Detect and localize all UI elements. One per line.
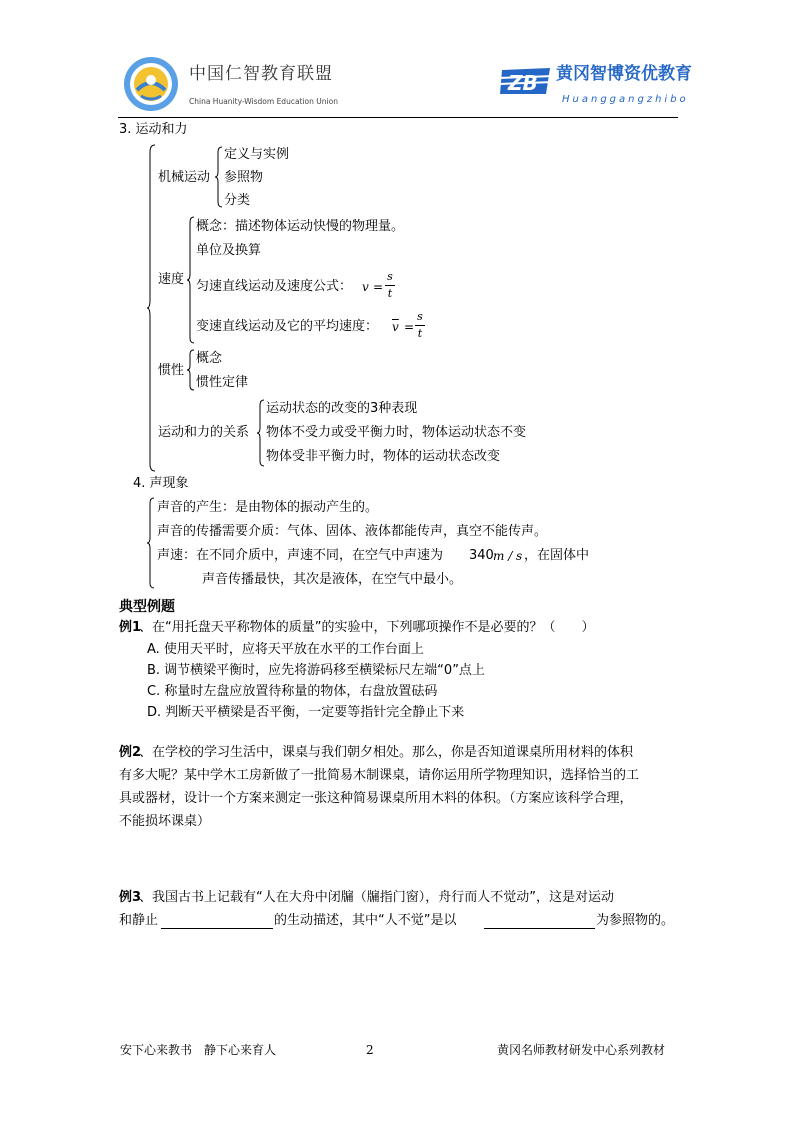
formula-average-velocity-symbol: $\overline{v}$	[392, 320, 399, 334]
inertia-brace	[187, 349, 195, 391]
inertia-item: 惯性定律	[196, 375, 249, 390]
org-name-en: China Huanity-Wisdom Education Union	[189, 97, 338, 106]
mechanical-motion-label: 机械运动	[158, 170, 211, 185]
sound-item: 声速：在不同介质中，声速不同，在空气中声速为	[157, 548, 444, 563]
fraction-bar	[415, 325, 425, 326]
example-1-stem: 、在“用托盘天平称物体的质量”的实验中，下列哪项操作不是必要的？（ ）	[139, 620, 595, 635]
sound-item: 声音的产生：是由物体的振动产生的。	[157, 500, 379, 515]
example-2-label: 例2	[119, 745, 142, 760]
fraction-bar	[385, 285, 395, 286]
footer-series: 黄冈名师教材研发中心系列教材	[497, 1043, 666, 1057]
example-1-option-a: A. 使用天平时，应将天平放在水平的工作台面上	[147, 642, 424, 657]
mechanical-motion-brace	[215, 146, 223, 208]
section-3-title: 3. 运动和力	[119, 122, 188, 137]
example-1-option-b: B. 调节横梁平衡时，应先将游码移至横梁标尺左端“0”点上	[147, 663, 485, 678]
example-3-line-1: 、我国古书上记载有“人在大舟中闭牖（牖指门窗），舟行而人不觉动”，这是对运动	[139, 890, 614, 905]
motion-force-item: 物体不受力或受平衡力时，物体运动状态不变	[266, 425, 527, 440]
mechanical-motion-item: 定义与实例	[224, 147, 290, 162]
examples-heading: 典型例题	[119, 599, 175, 615]
brand-logo-text: ZB	[508, 71, 538, 95]
formula-equals: =	[373, 280, 384, 294]
speed-label: 速度	[158, 272, 185, 287]
sound-item: 声音的传播需要介质：气体、固体、液体都能传声，真空不能传声。	[157, 524, 548, 539]
formula-denominator: t	[387, 287, 393, 300]
example-2-line: 具或器材，设计一个方案来测定一张这种简易课桌所用木料的体积。（方案应该科学合理，	[119, 791, 633, 806]
example-2-line: 不能损坏课桌）	[119, 814, 211, 829]
formula-numerator: s	[387, 270, 393, 283]
example-3-line-2a: 和静止	[119, 913, 159, 928]
speed-item: 匀速直线运动及速度公式：	[196, 279, 353, 294]
formula-velocity-symbol: v	[362, 280, 369, 294]
example-2-line: 有多大呢？某中学木工房新做了一批简易木制课桌，请你运用所学物理知识，选择恰当的工	[119, 768, 640, 783]
formula-equals: =	[404, 320, 415, 334]
mechanical-motion-item: 分类	[224, 193, 251, 208]
sound-speed-unit: m / s	[493, 549, 523, 563]
outer-brace	[147, 144, 157, 472]
motion-force-brace	[257, 399, 265, 467]
sound-item-tail: ，在固体中	[524, 548, 590, 563]
formula-denominator: t	[417, 327, 423, 340]
inertia-item: 概念	[196, 351, 223, 366]
speed-item: 概念：描述物体运动快慢的物理量。	[196, 219, 405, 234]
page-number: 2	[366, 1043, 374, 1057]
brand-logo	[498, 64, 554, 98]
example-2-line: 、在学校的学习生活中，课桌与我们朝夕相处。那么，你是否知道课桌所用材料的体积	[139, 745, 634, 760]
motion-force-item: 物体受非平衡力时，物体的运动状态改变	[266, 449, 501, 464]
mechanical-motion-item: 参照物	[224, 170, 264, 185]
speed-brace	[187, 216, 195, 344]
answer-blank-1[interactable]	[161, 928, 273, 929]
inertia-label: 惯性	[158, 363, 185, 378]
brand-name-en: Huanggangzhibo	[562, 94, 689, 105]
brand-name-cn: 黄冈智博资优教育	[556, 64, 692, 84]
answer-blank-2[interactable]	[484, 928, 595, 929]
example-3-label: 例3	[119, 890, 142, 905]
example-1-option-d: D. 判断天平横梁是否平衡，一定要等指针完全静止下来	[147, 705, 465, 720]
motion-force-label: 运动和力的关系	[158, 425, 250, 440]
example-3-line-2c: 为参照物的。	[596, 913, 675, 928]
sound-item-continuation: 声音传播最快，其次是液体，在空气中最小。	[202, 572, 463, 587]
union-logo	[123, 56, 179, 112]
sound-brace	[147, 497, 155, 589]
section-4-title: 4. 声现象	[133, 476, 189, 491]
org-name-cn: 中国仁智教育联盟	[189, 64, 333, 84]
header-divider	[118, 117, 678, 118]
example-3-line-2b: 的生动描述，其中“人不觉”是以	[274, 913, 457, 928]
sound-speed-value: 340	[469, 548, 494, 563]
example-1-option-c: C. 称量时左盘应放置待称量的物体，右盘放置砝码	[147, 684, 438, 699]
speed-item: 单位及换算	[196, 243, 262, 258]
footer-motto: 安下心来教书 静下心来育人	[120, 1043, 277, 1057]
speed-item: 变速直线运动及它的平均速度：	[196, 319, 379, 334]
example-1-label: 例1	[119, 620, 142, 635]
formula-numerator: s	[417, 310, 423, 323]
motion-force-item: 运动状态的改变的3种表现	[266, 401, 418, 416]
